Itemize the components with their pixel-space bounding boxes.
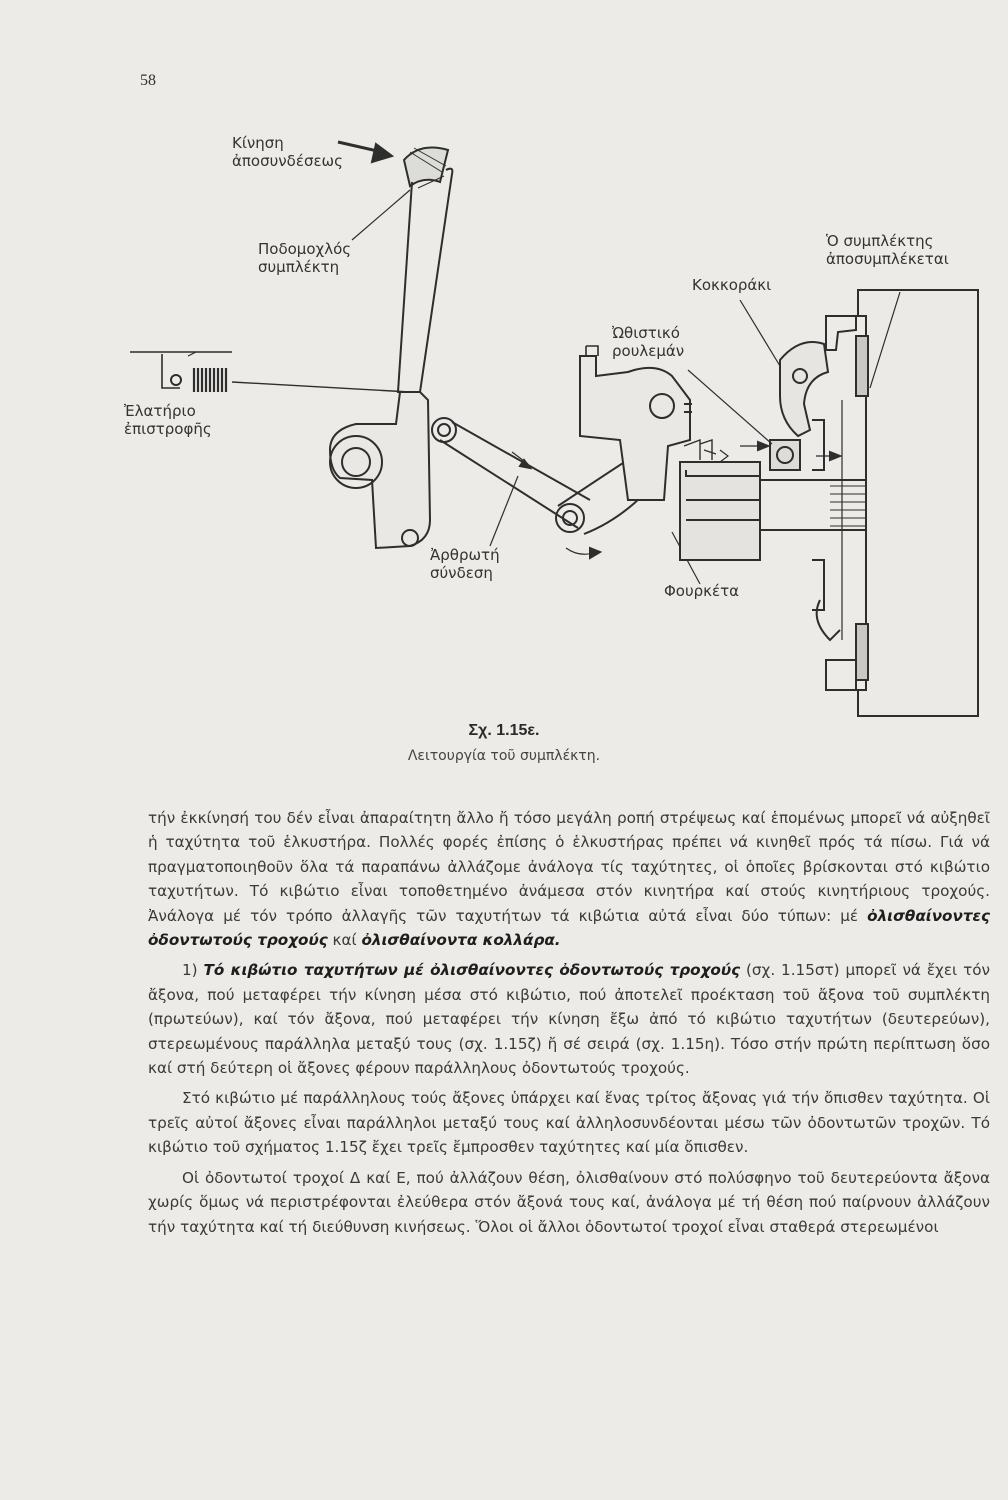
body-text <box>148 806 990 1239</box>
paragraph-2: 1) Τό κιβώτιο ταχυτήτων μέ ὀλισθαίνοντες ὀδοντωτούς τροχούς (σχ. 1.15στ) μπορεῖ νά ἔχει τόν ἄξονα, πού μεταφέρει τήν κίνηση μέσα στό κιβώτιο, πού ἀποτελεῖ προέκταση τοῦ ἄξονα τοῦ συμπλέκτη (πρωτεύων), καί τόν ἄξονα, πού μεταφέρει τήν κίνηση ἔξω ἀπό τό κιβώτιο ταχυτήτων (δευτερεύων), στερεωμένους παράλληλα μεταξύ τους (σχ. 1.15ζ) ἤ σέ σειρά (σχ. 1.15η). Τόσο στήν πρώτη περίπτωση ὅσο καί στή δεύτερη οἱ ἄξονες φέρουν παράλληλους ὀδοντωτούς τροχούς. <box>148 961 990 1078</box>
label-return-spring: Ἐλατήριο ἐπιστροφῆς <box>124 402 212 438</box>
figure-caption-title: Σχ. 1.15ε. <box>468 722 540 739</box>
label-articulated-joint: Ἀρθρωτή σύνδεση <box>430 546 500 582</box>
page-number: 58 <box>140 72 156 89</box>
label-clutch-disengaged: Ὁ συμπλέκτης ἀποσυμπλέκεται <box>826 232 949 268</box>
paragraph-1: τήν ἐκκίνησή του δέν εἶναι ἀπαραίτητη ἄλλο ἤ τόσο μεγάλη ροπή στρέψεως καί ἑπομένως μπορεῖ νά αὐξηθεῖ ἡ ταχύτητα τοῦ ἑλκυστήρα. Πολλές φορές ἐπίσης ὁ ἑλκυστήρας πρέπει νά κινηθεῖ πρός τά πίσω. Γιά νά πραγματοποιηθοῦν ὅλα τά παραπάνω ἀλλάζομε ἀνάλογα τίς ταχύτητες, οἱ ὁποῖες βρίσκονται στό κιβώτιο ταχυτήτων. Τό κιβώτιο εἶναι τοποθετημένο ἀνάμεσα στόν κινητήρα καί στούς κινητήριους τροχούς. Ἀνάλογα μέ τόν τρόπο ἀλλαγῆς τῶν ταχυτήτων τά κιβώτια αὐτά εἶναι δύο τύπων: μέ ὀλισθαίνοντες ὀδοντωτούς τροχούς καί ὀλισθαίνοντα κολλάρα. <box>148 809 990 950</box>
label-thrust-bearing: Ὠθιστικό ρουλεμάν <box>612 324 685 360</box>
paragraph-4: Οἱ ὀδοντωτοί τροχοί Δ καί Ε, πού ἀλλάζουν θέση, ὀλισθαίνουν στό πολύσφηνο τοῦ δευτερεύοντα ἄξονα χωρίς ὅμως νά περιστρέφονται ἐλεύθερα στόν ἄξονά τους καί, ἀνάλογα μέ τή θέση πού παίρνουν ἀλλάζουν τήν ταχύτητα καί τή διεύθυνση κινήσεως. Ὅλοι οἱ ἄλλοι ὀδοντωτοί τροχοί εἶναι σταθερά στερεωμένοι <box>148 1168 990 1236</box>
figure-caption-text: Λειτουργία τοῦ συμπλέκτη. <box>407 748 601 764</box>
label-lever: Κοκκοράκι <box>692 276 772 294</box>
label-fork: Φουρκέτα <box>664 582 740 600</box>
paragraph-3: Στό κιβώτιο μέ παράλληλους τούς ἄξονες ὑπάρχει καί ἕνας τρίτος ἄξονας γιά τήν ὄπισθεν ταχύτητα. Οἱ τρεῖς αὐτοί ἄξονες εἶναι παράλληλοι μεταξύ τους καί ἀλληλοσυνδέονται μέσω τῶν ὀδοντωτῶν τροχῶν. Τό κιβώτιο τοῦ σχήματος 1.15ζ ἔχει τρεῖς ἔμπροσθεν ταχύτητες καί μία ὄπισθεν. <box>148 1089 990 1157</box>
label-disengage-motion: Κίνηση ἀποσυνδέσεως <box>232 134 343 170</box>
label-clutch-pedal: Ποδομοχλός συμπλέκτη <box>258 240 352 276</box>
